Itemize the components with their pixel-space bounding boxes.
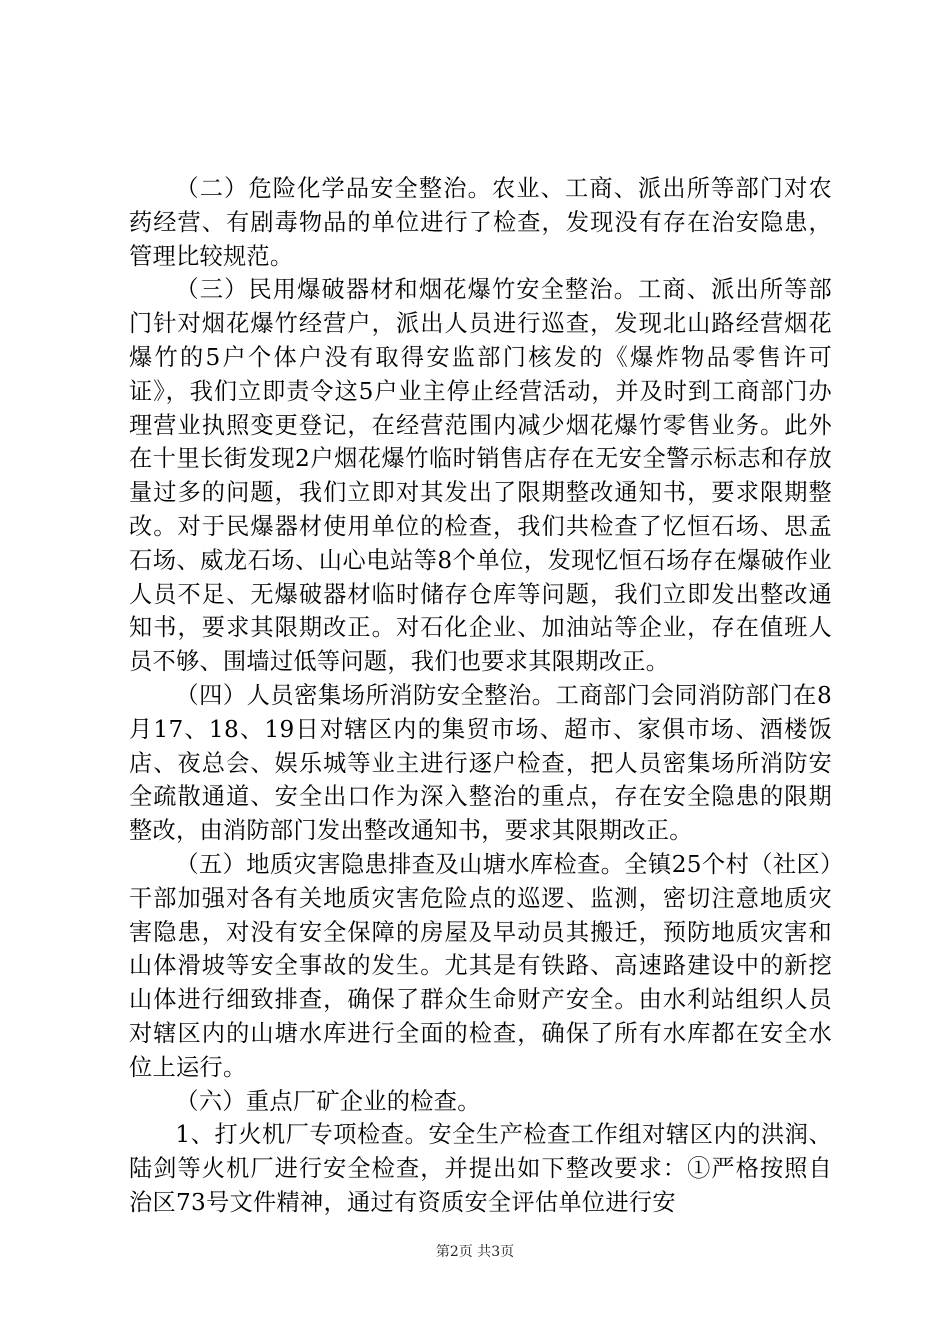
page-number-footer: 第2页 共3页: [435, 1244, 515, 1260]
paragraph-lighter-factory-inspection: 1、打火机厂专项检查。安全生产检查工作组对辖区内的洪润、陆剑等火机厂进行安全检查，并提出如下整改要求：①严格按照自治区73号文件精神，通过有资质安全评估单位进行安: [129, 1121, 832, 1216]
paragraph-crowded-places-fire-safety: （四）人员密集场所消防安全整治。工商部门会同消防部门在8月17、18、19日对辖区内的集贸市场、超市、家俱市场、酒楼饭店、夜总会、娱乐城等业主进行逐户检查，把人员密集场所消防安全疏散通道、安全出口作为深入整治的重点，存在安全隐患的限期整改，由消防部门发出整改通知书，要求其限期改正。: [129, 681, 832, 845]
paragraph-hazardous-chemicals: （二）危险化学品安全整治。农业、工商、派出所等部门对农药经营、有剧毒物品的单位进行了检查，发现没有存在治安隐患，管理比较规范。: [129, 175, 832, 270]
paragraph-geological-hazards-reservoirs: （五）地质灾害隐患排查及山塘水库检查。全镇25个村（社区）干部加强对各有关地质灾害危险点的巡逻、监测，密切注意地质灾害隐患，对没有安全保障的房屋及早动员其搬迁，预防地质灾害和山体滑坡等安全事故的发生。尤其是有铁路、高速路建设中的新挖山体进行细致排查，确保了群众生命财产安全。由水利站组织人员对辖区内的山塘水库进行全面的检查，确保了所有水库都在安全水位上运行。: [129, 850, 832, 1081]
paragraph-key-enterprises-heading: （六）重点厂矿企业的检查。: [175, 1087, 481, 1115]
document-body: [129, 172, 832, 1220]
paragraph-explosives-fireworks: （三）民用爆破器材和烟花爆竹安全整治。工商、派出所等部门针对烟花爆竹经营户，派出人员进行巡查，发现北山路经营烟花爆竹的5户个体户没有取得安监部门核发的《爆炸物品零售许可证》，我们立即责令这5户业主停止经营活动，并及时到工商部门办理营业执照变更登记，在经营范围内减少烟花爆竹零售业务。此外在十里长街发现2户烟花爆竹临时销售店存在无安全警示标志和存放量过多的问题，我们立即对其发出了限期整改通知书，要求限期整改。对于民爆器材使用单位的检查，我们共检查了忆恒石场、思孟石场、威龙石场、山心电站等8个单位，发现忆恒石场存在爆破作业人员不足、无爆破器材临时储存仓库等问题，我们立即发出整改通知书，要求其限期改正。对石化企业、加油站等企业，存在值班人员不够、围墙过低等问题，我们也要求其限期改正。: [129, 276, 832, 676]
